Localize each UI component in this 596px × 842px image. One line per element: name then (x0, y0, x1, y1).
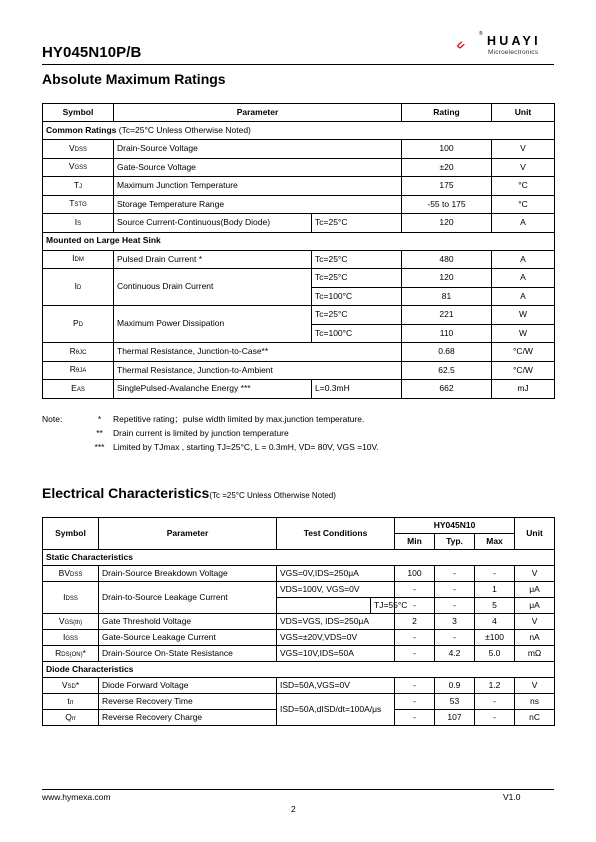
section-note: (Tc=25°C Unless Otherwise Noted) (118, 124, 251, 135)
logo-text: HUAYI (487, 34, 541, 48)
rating: -55 to 175 (402, 195, 492, 214)
parameter: Gate Threshold Voltage (99, 614, 277, 630)
symbol: I (72, 253, 75, 264)
condition: VGS=0V,IDS=250μA (277, 566, 395, 582)
symbol: T (69, 198, 75, 209)
symbol: I (74, 216, 78, 227)
rating: 100 (402, 140, 492, 159)
min: - (395, 678, 435, 694)
max: 1.2 (475, 678, 515, 694)
max: 5.0 (475, 646, 515, 662)
note-text: Repetitive rating；pulse width limited by max.junction temperature. (113, 414, 365, 424)
max: - (475, 566, 515, 582)
max: 4 (475, 614, 515, 630)
ec-table (42, 517, 555, 726)
parameter: Gate-Source Voltage (114, 158, 402, 177)
condition: VGS=10V,IDS=50A (277, 646, 395, 662)
note-mark: *** (94, 442, 105, 453)
unit: °C/W (492, 343, 555, 362)
typ: - (435, 630, 475, 646)
col-symbol: Symbol (43, 104, 114, 122)
condition: ISD=50A,VGS=0V (277, 678, 395, 694)
page-number: 2 (291, 804, 296, 814)
parameter: Drain-Source Breakdown Voltage (99, 566, 277, 582)
col-unit: Unit (515, 518, 555, 550)
notes-block (42, 412, 379, 455)
section-heat-sink (43, 232, 555, 250)
unit: V (515, 614, 555, 630)
unit: A (492, 287, 555, 306)
ec-title-note: (Tc =25°C Unless Otherwise Noted) (209, 491, 336, 500)
typ: - (435, 598, 475, 614)
unit: A (492, 269, 555, 288)
rating: 62.5 (402, 361, 492, 380)
col-test-conditions: Test Conditions (277, 518, 395, 550)
footer-version: V1.0 (503, 792, 521, 802)
symbol-sub: STG (74, 202, 87, 209)
section-title: Static Characteristics (43, 550, 555, 566)
note-text: Limited by TJmax , starting TJ=25°C, L = 0.3mH, VD= 80V, VGS =10V. (113, 442, 379, 453)
rating: 480 (402, 250, 492, 269)
table-row (43, 614, 555, 630)
condition: Tc=25°C (312, 269, 402, 288)
parameter: Drain-to-Source Leakage Current (99, 582, 277, 614)
unit: ns (515, 694, 555, 710)
unit: mΩ (515, 646, 555, 662)
condition: TJ=55°C (371, 598, 395, 614)
parameter: Gate-Source Leakage Current (99, 630, 277, 646)
table-row (43, 566, 555, 582)
typ: 4.2 (435, 646, 475, 662)
symbol: E (71, 382, 77, 393)
unit: V (515, 566, 555, 582)
condition: VGS=±20V,VDS=0V (277, 630, 395, 646)
typ: 107 (435, 710, 475, 726)
table-row (43, 306, 555, 325)
parameter: Thermal Resistance, Junction-to-Ambient (114, 361, 402, 380)
min: - (395, 646, 435, 662)
table-row (43, 269, 555, 288)
unit: °C/W (492, 361, 555, 380)
rating: 110 (402, 324, 492, 343)
typ: 53 (435, 694, 475, 710)
symbol-sub: GS(th) (64, 619, 83, 626)
rating: 221 (402, 306, 492, 325)
table-row (43, 140, 555, 159)
unit: W (492, 306, 555, 325)
section-common-ratings (43, 122, 555, 140)
logo-subtitle: Microelectronics (488, 49, 539, 56)
unit: A (492, 250, 555, 269)
unit: V (492, 158, 555, 177)
footer-rule (42, 789, 554, 790)
parameter: Maximum Power Dissipation (114, 306, 312, 343)
parameter: Pulsed Drain Current * (114, 250, 312, 269)
col-min: Min (395, 534, 435, 550)
table-row (43, 694, 555, 710)
footer-website[interactable]: www.hymexa.com (42, 792, 111, 802)
condition: Tc=100°C (312, 324, 402, 343)
condition: Tc=25°C (312, 214, 402, 233)
unit: μA (515, 598, 555, 614)
rating: ±20 (402, 158, 492, 177)
condition: VDS=VGS, IDS=250μA (277, 614, 395, 630)
col-symbol: Symbol (43, 518, 99, 550)
rating: 81 (402, 287, 492, 306)
typ: 0.9 (435, 678, 475, 694)
min: 2 (395, 614, 435, 630)
col-parameter: Parameter (114, 104, 402, 122)
condition: L=0.3mH (312, 380, 402, 399)
table-row (43, 380, 555, 399)
typ: - (435, 566, 475, 582)
amr-table (42, 103, 555, 399)
unit: °C (492, 195, 555, 214)
rating: 662 (402, 380, 492, 399)
col-part: HY045N10 (395, 518, 515, 534)
min: 100 (395, 566, 435, 582)
col-typ: Typ. (435, 534, 475, 550)
parameter: SinglePulsed-Avalanche Energy *** (114, 380, 312, 399)
rating: 120 (402, 269, 492, 288)
rating: 175 (402, 177, 492, 196)
unit: mJ (492, 380, 555, 399)
amr-header-row (43, 104, 555, 122)
col-max: Max (475, 534, 515, 550)
section-title: Mounted on Large Heat Sink (43, 232, 555, 250)
table-row (43, 177, 555, 196)
col-parameter: Parameter (99, 518, 277, 550)
col-rating: Rating (402, 104, 492, 122)
min: - (395, 582, 435, 598)
col-unit: Unit (492, 104, 555, 122)
condition: ISD=50A,dISD/dt=100A/μs (277, 694, 395, 726)
symbol: V (58, 615, 65, 626)
symbol: P (72, 318, 79, 329)
symbol: V (68, 142, 75, 153)
symbol-sub: J (79, 183, 83, 190)
condition: VDS=100V, VGS=0V (277, 582, 395, 598)
max: - (475, 694, 515, 710)
typ: - (435, 582, 475, 598)
symbol-sub: D (78, 322, 83, 329)
parameter: Reverse Recovery Time (99, 694, 277, 710)
parameter: Thermal Resistance, Junction-to-Case** (114, 343, 402, 362)
table-row (43, 678, 555, 694)
symbol-suffix: * (82, 647, 86, 658)
unit: nA (515, 630, 555, 646)
symbol-sub: GSS (74, 165, 88, 172)
symbol-sub: DSS (65, 595, 78, 602)
symbol-sub: rr (69, 699, 74, 706)
parameter: Source Current-Continuous(Body Diode) (114, 214, 312, 233)
parameter: Drain-Source Voltage (114, 140, 402, 159)
min: - (395, 630, 435, 646)
symbol-sub: DSS (70, 571, 83, 578)
symbol-sub: GSS (65, 635, 79, 642)
section-diode (43, 662, 555, 678)
symbol-sub: rr (71, 715, 76, 722)
notes-label: Note: (42, 414, 63, 424)
max: - (475, 710, 515, 726)
unit: V (515, 678, 555, 694)
amr-title: Absolute Maximum Ratings (42, 71, 226, 87)
note-mark: ** (96, 428, 103, 439)
symbol: I (63, 591, 66, 602)
unit: W (492, 324, 555, 343)
table-row (43, 158, 555, 177)
unit: V (492, 140, 555, 159)
condition: Tc=25°C (312, 306, 402, 325)
condition: Tc=100°C (312, 287, 402, 306)
rating: 120 (402, 214, 492, 233)
symbol: V (68, 161, 75, 172)
symbol: I (62, 631, 66, 642)
unit: nC (515, 710, 555, 726)
table-row (43, 582, 555, 598)
section-title: Common Ratings (46, 124, 117, 135)
symbol-sub: θJA (75, 368, 87, 375)
rating: 0.68 (402, 343, 492, 362)
table-row (43, 195, 555, 214)
symbol: V (61, 679, 68, 690)
note-mark: * (97, 414, 102, 424)
symbol-suffix: * (75, 679, 80, 690)
table-row (43, 361, 555, 380)
symbol: R (55, 647, 62, 658)
section-title: Diode Characteristics (43, 662, 555, 678)
typ: 3 (435, 614, 475, 630)
symbol: R (69, 345, 76, 356)
table-row (43, 630, 555, 646)
symbol: R (69, 364, 76, 375)
parameter: Drain-Source On-State Resistance (99, 646, 277, 662)
symbol: BV (58, 567, 70, 578)
max: ±100 (475, 630, 515, 646)
note-text: Drain current is limited by junction temperature (113, 428, 289, 439)
symbol-sub: S (77, 220, 82, 227)
parameter: Diode Forward Voltage (99, 678, 277, 694)
logo-registered-mark: ® (479, 31, 483, 37)
part-number: HY045N10P/B (42, 44, 142, 61)
symbol-sub: SD (67, 683, 76, 690)
symbol-sub: D (77, 285, 82, 292)
symbol: t (67, 695, 70, 706)
min: - (395, 710, 435, 726)
symbol-sub: θJC (75, 349, 87, 356)
max: 1 (475, 582, 515, 598)
symbol: Q (65, 711, 72, 722)
parameter: Continuous Drain Current (114, 269, 312, 306)
table-row (43, 343, 555, 362)
min: - (395, 598, 435, 614)
table-row (43, 646, 555, 662)
ec-header-row (43, 518, 555, 534)
symbol: I (74, 281, 78, 292)
ec-title (42, 485, 336, 501)
unit: μA (515, 582, 555, 598)
symbol-sub: AS (76, 386, 85, 393)
symbol-sub: DSS (74, 146, 87, 153)
ec-title-text: Electrical Characteristics (42, 485, 210, 501)
table-row (43, 250, 555, 269)
condition: Tc=25°C (312, 250, 402, 269)
parameter: Reverse Recovery Charge (99, 710, 277, 726)
unit: A (492, 214, 555, 233)
unit: °C (492, 177, 555, 196)
header-rule (42, 64, 554, 65)
section-static (43, 550, 555, 566)
symbol: T (73, 179, 80, 190)
parameter: Storage Temperature Range (114, 195, 402, 214)
symbol-sub: DM (74, 257, 84, 264)
symbol-sub: DS(ON) (61, 651, 83, 658)
min: - (395, 694, 435, 710)
max: 5 (475, 598, 515, 614)
table-row (43, 214, 555, 233)
parameter: Maximum Junction Temperature (114, 177, 402, 196)
